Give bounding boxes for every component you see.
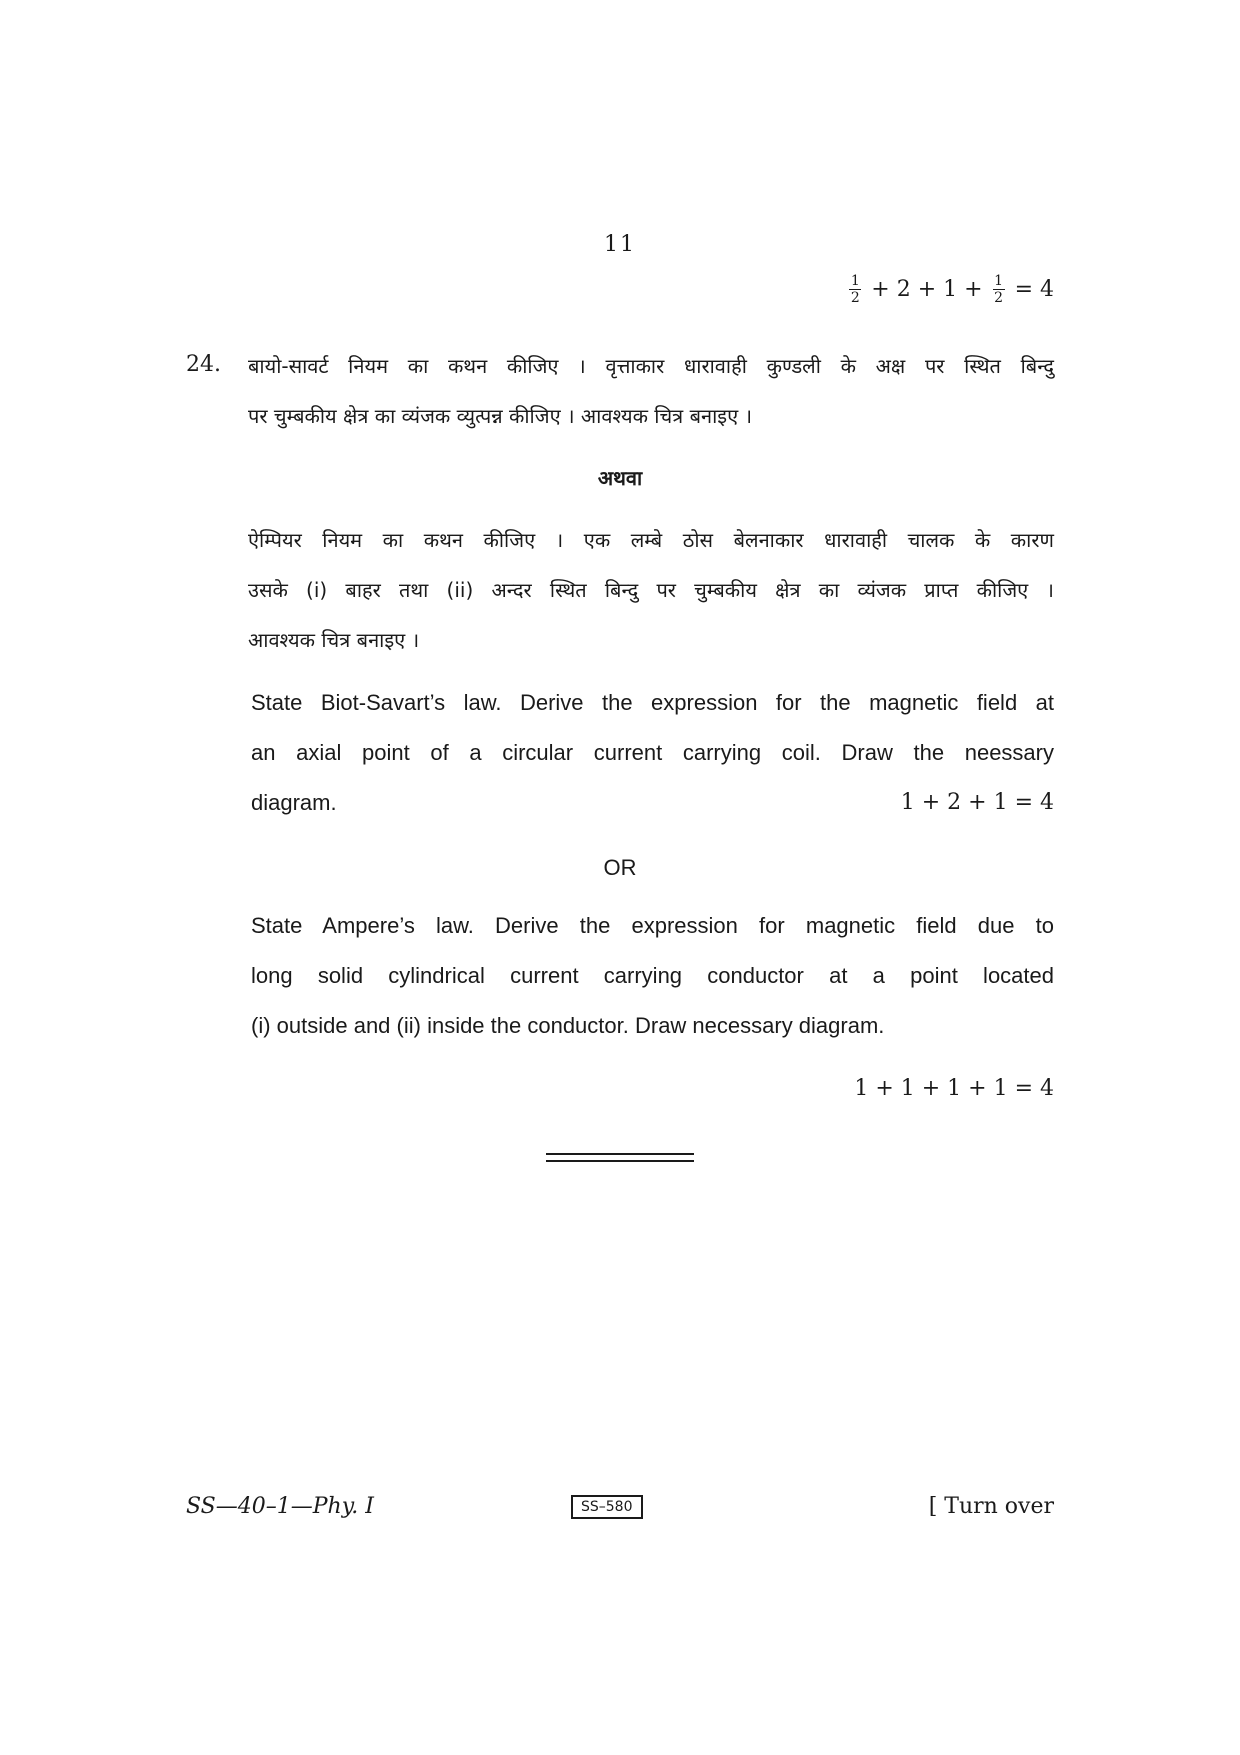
- hindi-question-line-1: बायो-सावर्ट नियम का कथन कीजिए । वृत्ताकार धारावाही कुण्डली के अक्ष पर स्थित बिन्दु: [248, 354, 1054, 378]
- english-alternative-line-1: State Ampere’s law. Derive the expression for magnetic field due to: [251, 913, 1054, 938]
- marks-middle: + 2 + 1 +: [871, 277, 983, 302]
- hindi-alternative-line-3: आवश्यक चित्र बनाइए ।: [248, 628, 420, 652]
- marks-alternative: 1 + 1 + 1 + 1 = 4: [854, 1076, 1054, 1101]
- or-hindi-heading: अथवा: [597, 466, 643, 490]
- serial-box: SS–580: [571, 1495, 643, 1519]
- fraction-denominator: 2: [850, 290, 860, 306]
- question-number: 24.: [186, 352, 221, 377]
- fraction-numerator: 1: [994, 273, 1004, 289]
- turn-over-note: [ Turn over: [928, 1494, 1054, 1519]
- marks-main: 1 + 2 + 1 = 4: [900, 790, 1054, 815]
- end-divider: [546, 1153, 694, 1162]
- english-question-line-1: State Biot-Savart’s law. Derive the expression for the magnetic field at: [251, 690, 1054, 715]
- hindi-alternative-line-2: उसके (i) बाहर तथा (ii) अन्दर स्थित बिन्दु पर चुम्बकीय क्षेत्र का व्यंजक प्राप्त कीजिए ।: [248, 578, 1054, 602]
- fraction-half-2: [993, 274, 1005, 305]
- fraction-denominator: 2: [994, 290, 1004, 306]
- english-question-line-3: diagram.: [251, 790, 337, 815]
- page-number: 11: [604, 232, 636, 257]
- english-alternative-line-2: long solid cylindrical current carrying conductor at a point located: [251, 963, 1054, 988]
- paper-code: SS—40–1—Phy. I: [186, 1494, 374, 1519]
- hindi-alternative-line-1: ऐम्पियर नियम का कथन कीजिए । एक लम्बे ठोस बेलनाकार धारावाही चालक के कारण: [248, 528, 1054, 552]
- or-english-heading: OR: [603, 855, 637, 880]
- fraction-half-1: [849, 274, 861, 305]
- fraction-numerator: 1: [850, 273, 860, 289]
- english-alternative-line-3: (i) outside and (ii) inside the conductor. Draw necessary diagram.: [251, 1013, 885, 1038]
- marks-result: = 4: [1014, 277, 1054, 302]
- english-question-line-2: an axial point of a circular current carrying coil. Draw the neessary: [251, 740, 1054, 765]
- marks-previous-question: [849, 274, 1054, 305]
- hindi-question-line-2: पर चुम्बकीय क्षेत्र का व्यंजक व्युत्पन्न कीजिए । आवश्यक चित्र बनाइए ।: [248, 404, 753, 428]
